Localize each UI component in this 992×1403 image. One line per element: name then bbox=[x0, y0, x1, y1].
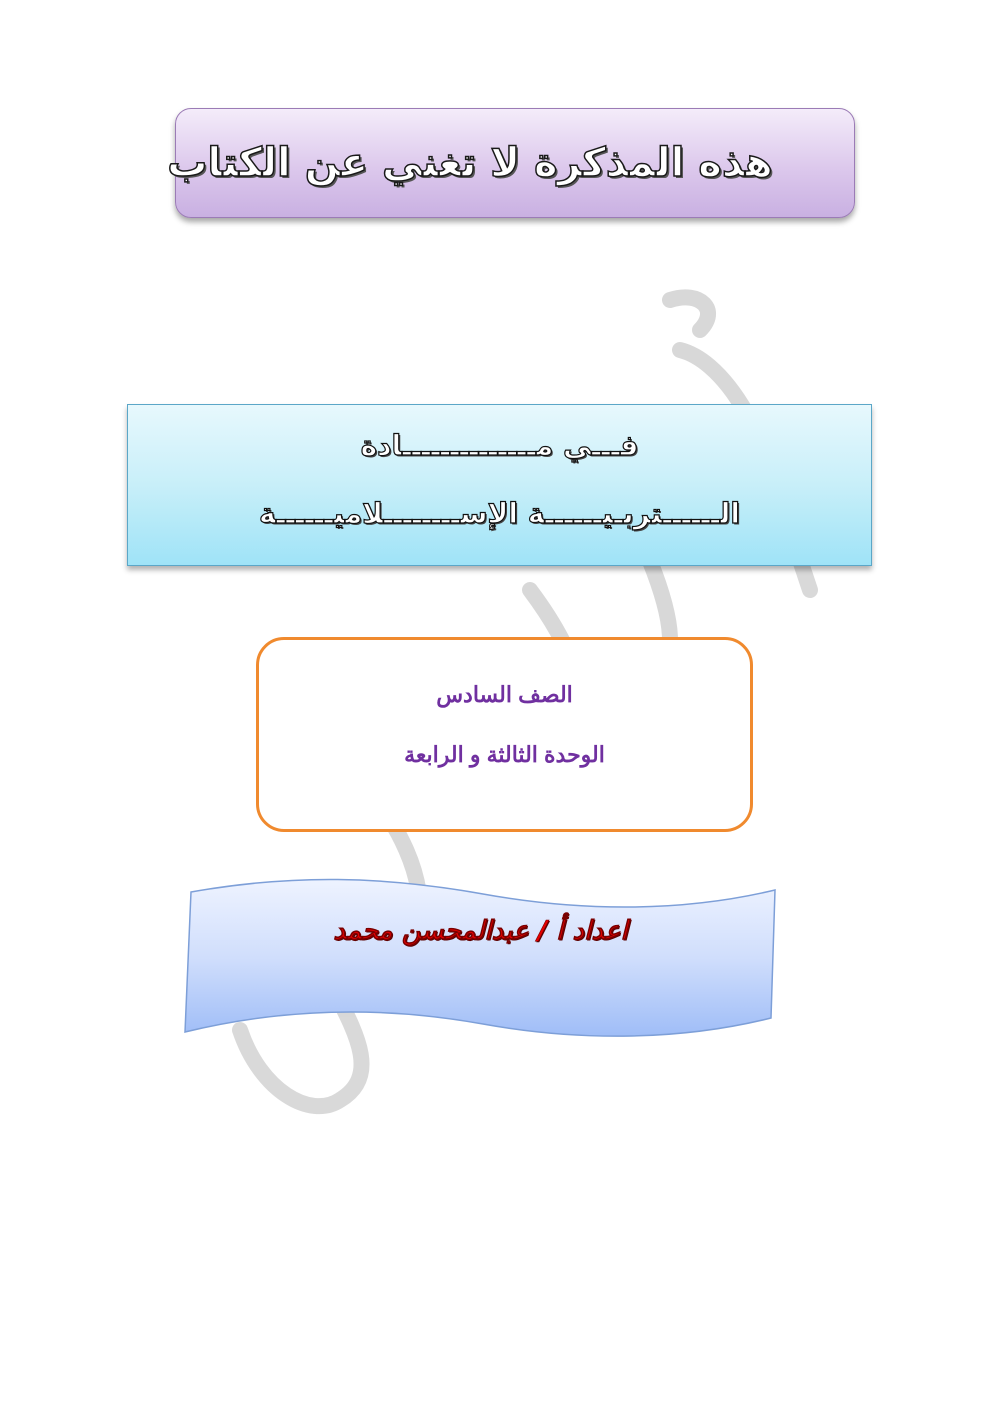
subject-line-1: فـــي مــــــــــــــادة bbox=[360, 429, 639, 462]
grade-label: الصف السادس bbox=[436, 682, 573, 707]
subject-box bbox=[127, 404, 872, 566]
unit-label: الوحدة الثالثة و الرابعة bbox=[404, 742, 605, 767]
author-banner bbox=[183, 878, 778, 1038]
author-name: اعداد أ / عبدالمحسن محمد bbox=[333, 916, 628, 946]
wave-shape bbox=[183, 878, 778, 1038]
banner-title: هذه المذكرة لا تغني عن الكتاب bbox=[167, 140, 773, 186]
grade-box bbox=[256, 637, 753, 832]
title-banner bbox=[167, 108, 855, 218]
subject-line-2: الــــــتربـيــــــة الإســــــــلاميــــــة bbox=[258, 497, 741, 530]
